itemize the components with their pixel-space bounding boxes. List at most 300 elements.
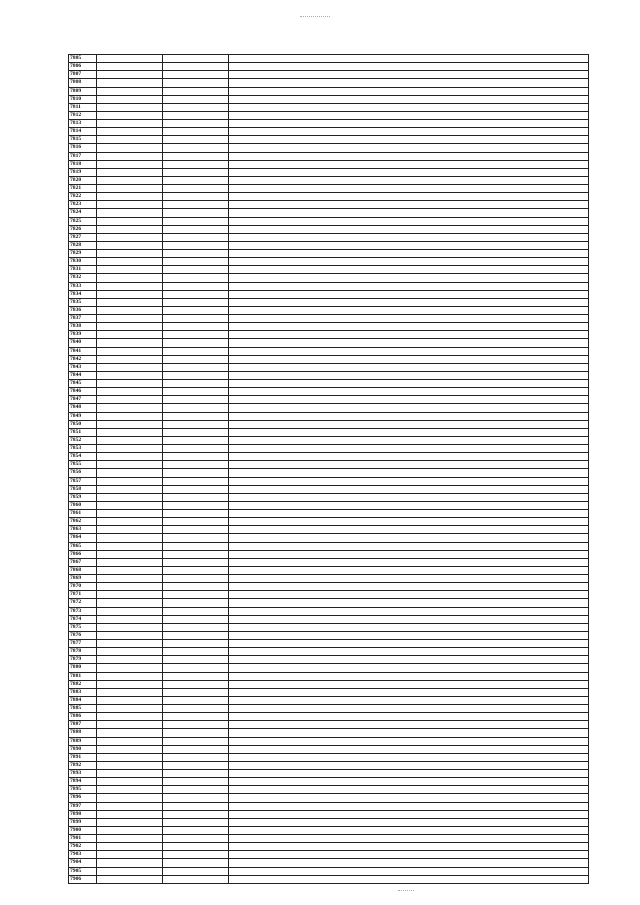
row-number: 7811 [69,104,97,112]
cadastral-code-a [97,185,163,193]
cadastral-code-b [163,518,229,526]
address-cell [229,421,589,429]
cadastral-code-a [97,79,163,87]
row-number: 7895 [69,786,97,794]
row-number: 7833 [69,283,97,291]
table-row [69,811,589,819]
table-row [69,161,589,169]
address-cell [229,478,589,486]
cadastral-code-a [97,632,163,640]
row-number: 7887 [69,721,97,729]
cadastral-code-a [97,396,163,404]
cadastral-code-a [97,551,163,559]
cadastral-code-a [97,640,163,648]
cadastral-code-b [163,843,229,851]
cadastral-code-a [97,299,163,307]
cadastral-code-a [97,851,163,859]
table-row [69,478,589,486]
row-number: 7905 [69,868,97,876]
table-row [69,372,589,380]
row-number: 7821 [69,185,97,193]
cadastral-code-b [163,388,229,396]
row-number: 7832 [69,274,97,282]
table-row [69,616,589,624]
address-cell [229,79,589,87]
row-number: 7897 [69,803,97,811]
cadastral-code-b [163,201,229,209]
table-row [69,746,589,754]
row-number: 7861 [69,510,97,518]
cadastral-code-b [163,136,229,144]
table-row [69,177,589,185]
address-cell [229,746,589,754]
cadastral-code-b [163,315,229,323]
address-cell [229,429,589,437]
cadastral-code-a [97,510,163,518]
row-number: 7875 [69,624,97,632]
row-number: 7847 [69,396,97,404]
cadastral-code-a [97,218,163,226]
cadastral-code-b [163,79,229,87]
table-row [69,551,589,559]
row-number: 7814 [69,128,97,136]
cadastral-code-b [163,96,229,104]
address-cell [229,234,589,242]
row-number: 7889 [69,738,97,746]
row-number: 7898 [69,811,97,819]
address-cell [229,388,589,396]
row-number: 7867 [69,559,97,567]
table-row [69,364,589,372]
cadastral-code-b [163,169,229,177]
address-cell [229,510,589,518]
row-number: 7891 [69,754,97,762]
row-number: 7848 [69,404,97,412]
cadastral-code-b [163,583,229,591]
row-number: 7882 [69,681,97,689]
cadastral-code-a [97,348,163,356]
table-row [69,291,589,299]
address-cell [229,291,589,299]
cadastral-code-b [163,738,229,746]
footer-mark [398,884,414,891]
cadastral-code-a [97,209,163,217]
address-cell [229,71,589,79]
cadastral-code-b [163,681,229,689]
cadastral-code-a [97,868,163,876]
address-cell [229,331,589,339]
cadastral-code-b [163,697,229,705]
address-cell [229,112,589,120]
cadastral-code-a [97,112,163,120]
cadastral-code-b [163,445,229,453]
table-row [69,876,589,884]
row-number: 7901 [69,835,97,843]
row-number: 7839 [69,331,97,339]
table-row [69,404,589,412]
row-number: 7834 [69,291,97,299]
row-number: 7880 [69,664,97,672]
row-number: 7817 [69,153,97,161]
cadastral-code-a [97,859,163,867]
cadastral-code-a [97,738,163,746]
address-cell [229,153,589,161]
cadastral-code-a [97,331,163,339]
address-cell [229,843,589,851]
cadastral-code-a [97,104,163,112]
row-number: 7840 [69,339,97,347]
cadastral-code-b [163,664,229,672]
cadastral-code-b [163,104,229,112]
cadastral-code-b [163,559,229,567]
cadastral-code-b [163,502,229,510]
row-number: 7813 [69,120,97,128]
registry-table [68,54,589,884]
cadastral-code-a [97,803,163,811]
cadastral-code-b [163,274,229,282]
address-cell [229,608,589,616]
address-cell [229,786,589,794]
table-row [69,339,589,347]
cadastral-code-a [97,339,163,347]
cadastral-code-b [163,421,229,429]
cadastral-code-a [97,445,163,453]
row-number: 7824 [69,209,97,217]
cadastral-code-b [163,209,229,217]
address-cell [229,794,589,802]
table-row [69,534,589,542]
address-cell [229,348,589,356]
row-number: 7854 [69,453,97,461]
row-number: 7810 [69,96,97,104]
table-row [69,226,589,234]
cadastral-code-a [97,754,163,762]
cadastral-code-b [163,453,229,461]
cadastral-code-b [163,266,229,274]
cadastral-code-b [163,331,229,339]
address-cell [229,762,589,770]
cadastral-code-b [163,689,229,697]
row-number: 7849 [69,413,97,421]
row-number: 7838 [69,323,97,331]
row-number: 7892 [69,762,97,770]
address-cell [229,827,589,835]
cadastral-code-b [163,762,229,770]
address-cell [229,242,589,250]
cadastral-code-a [97,811,163,819]
cadastral-code-b [163,364,229,372]
row-number: 7899 [69,819,97,827]
cadastral-code-b [163,258,229,266]
row-number: 7851 [69,429,97,437]
table-row [69,868,589,876]
row-number: 7860 [69,502,97,510]
cadastral-code-b [163,648,229,656]
cadastral-code-b [163,827,229,835]
table-row [69,307,589,315]
table-row [69,762,589,770]
address-cell [229,729,589,737]
cadastral-code-a [97,437,163,445]
row-number: 7877 [69,640,97,648]
address-cell [229,226,589,234]
address-cell [229,705,589,713]
address-cell [229,689,589,697]
cadastral-code-a [97,705,163,713]
table-row [69,713,589,721]
cadastral-code-a [97,762,163,770]
address-cell [229,754,589,762]
row-number: 7846 [69,388,97,396]
row-number: 7818 [69,161,97,169]
cadastral-code-b [163,591,229,599]
address-cell [229,88,589,96]
table-row [69,331,589,339]
cadastral-code-a [97,315,163,323]
table-row [69,778,589,786]
table-row [69,494,589,502]
row-number: 7871 [69,591,97,599]
cadastral-code-a [97,96,163,104]
row-number: 7822 [69,193,97,201]
cadastral-code-a [97,88,163,96]
table-row [69,193,589,201]
address-cell [229,624,589,632]
address-cell [229,104,589,112]
table-row [69,827,589,835]
table-row [69,469,589,477]
cadastral-code-b [163,673,229,681]
row-number: 7858 [69,486,97,494]
cadastral-code-b [163,794,229,802]
row-number: 7881 [69,673,97,681]
table-row [69,380,589,388]
row-number: 7885 [69,705,97,713]
address-cell [229,486,589,494]
row-number: 7823 [69,201,97,209]
table-row [69,88,589,96]
table-row [69,185,589,193]
table-row [69,608,589,616]
cadastral-code-a [97,486,163,494]
table-row [69,55,589,63]
cadastral-code-a [97,120,163,128]
row-number: 7844 [69,372,97,380]
cadastral-code-a [97,234,163,242]
row-number: 7886 [69,713,97,721]
row-number: 7843 [69,364,97,372]
address-cell [229,274,589,282]
row-number: 7820 [69,177,97,185]
cadastral-code-b [163,599,229,607]
cadastral-code-b [163,770,229,778]
table-row [69,169,589,177]
address-cell [229,656,589,664]
address-cell [229,339,589,347]
row-number: 7850 [69,421,97,429]
cadastral-code-a [97,128,163,136]
cadastral-code-a [97,136,163,144]
cadastral-code-b [163,55,229,63]
address-cell [229,96,589,104]
table-row [69,461,589,469]
cadastral-code-a [97,697,163,705]
address-cell [229,673,589,681]
address-cell [229,819,589,827]
table-row [69,656,589,664]
cadastral-code-a [97,746,163,754]
cadastral-code-a [97,673,163,681]
address-cell [229,396,589,404]
table-row [69,835,589,843]
table-row [69,681,589,689]
row-number: 7829 [69,250,97,258]
address-cell [229,413,589,421]
address-cell [229,453,589,461]
address-cell [229,551,589,559]
row-number: 7816 [69,144,97,152]
table-row [69,144,589,152]
table-row [69,283,589,291]
cadastral-code-a [97,624,163,632]
cadastral-code-b [163,469,229,477]
address-cell [229,218,589,226]
cadastral-code-b [163,721,229,729]
address-cell [229,567,589,575]
address-cell [229,144,589,152]
row-number: 7874 [69,616,97,624]
row-number: 7872 [69,599,97,607]
address-cell [229,599,589,607]
address-cell [229,372,589,380]
cadastral-code-b [163,339,229,347]
cadastral-code-a [97,144,163,152]
row-number: 7819 [69,169,97,177]
row-number: 7876 [69,632,97,640]
cadastral-code-b [163,250,229,258]
address-cell [229,161,589,169]
cadastral-code-b [163,112,229,120]
table-row [69,632,589,640]
cadastral-code-b [163,786,229,794]
table-row [69,697,589,705]
table-row [69,599,589,607]
cadastral-code-a [97,526,163,534]
cadastral-code-b [163,632,229,640]
cadastral-code-a [97,226,163,234]
cadastral-code-b [163,851,229,859]
table-row [69,299,589,307]
cadastral-code-b [163,185,229,193]
row-number: 7859 [69,494,97,502]
address-cell [229,518,589,526]
table-row [69,567,589,575]
address-cell [229,664,589,672]
cadastral-code-b [163,153,229,161]
cadastral-code-b [163,835,229,843]
table-row [69,209,589,217]
cadastral-code-a [97,648,163,656]
row-number: 7836 [69,307,97,315]
table-row [69,819,589,827]
address-cell [229,876,589,884]
cadastral-code-a [97,453,163,461]
row-number: 7841 [69,348,97,356]
cadastral-code-b [163,307,229,315]
cadastral-code-b [163,71,229,79]
cadastral-code-b [163,616,229,624]
cadastral-code-a [97,567,163,575]
cadastral-code-a [97,689,163,697]
cadastral-code-b [163,372,229,380]
address-cell [229,283,589,291]
cadastral-code-b [163,567,229,575]
cadastral-code-a [97,721,163,729]
address-cell [229,835,589,843]
cadastral-code-b [163,705,229,713]
row-number: 7862 [69,518,97,526]
cadastral-code-a [97,323,163,331]
table-row [69,396,589,404]
address-cell [229,469,589,477]
row-number: 7812 [69,112,97,120]
cadastral-code-a [97,169,163,177]
address-cell [229,445,589,453]
table-row [69,591,589,599]
address-cell [229,55,589,63]
address-cell [229,364,589,372]
address-cell [229,811,589,819]
cadastral-code-a [97,575,163,583]
row-number: 7894 [69,778,97,786]
cadastral-code-b [163,526,229,534]
table-row [69,664,589,672]
table-row [69,128,589,136]
cadastral-code-a [97,388,163,396]
cadastral-code-a [97,876,163,884]
cadastral-code-a [97,502,163,510]
address-cell [229,534,589,542]
table-row [69,266,589,274]
cadastral-code-b [163,868,229,876]
cadastral-code-b [163,478,229,486]
address-cell [229,356,589,364]
cadastral-code-b [163,120,229,128]
table-row [69,729,589,737]
cadastral-code-a [97,534,163,542]
table-row [69,429,589,437]
address-cell [229,315,589,323]
cadastral-code-b [163,413,229,421]
cadastral-code-b [163,551,229,559]
table-row [69,437,589,445]
address-cell [229,494,589,502]
cadastral-code-a [97,250,163,258]
cadastral-code-a [97,364,163,372]
cadastral-code-a [97,664,163,672]
row-number: 7903 [69,851,97,859]
row-number: 7815 [69,136,97,144]
address-cell [229,868,589,876]
cadastral-code-a [97,413,163,421]
address-cell [229,120,589,128]
header-stamp [170,6,290,16]
row-number: 7837 [69,315,97,323]
cadastral-code-a [97,274,163,282]
cadastral-code-a [97,843,163,851]
header-mark [300,8,330,17]
cadastral-code-b [163,380,229,388]
